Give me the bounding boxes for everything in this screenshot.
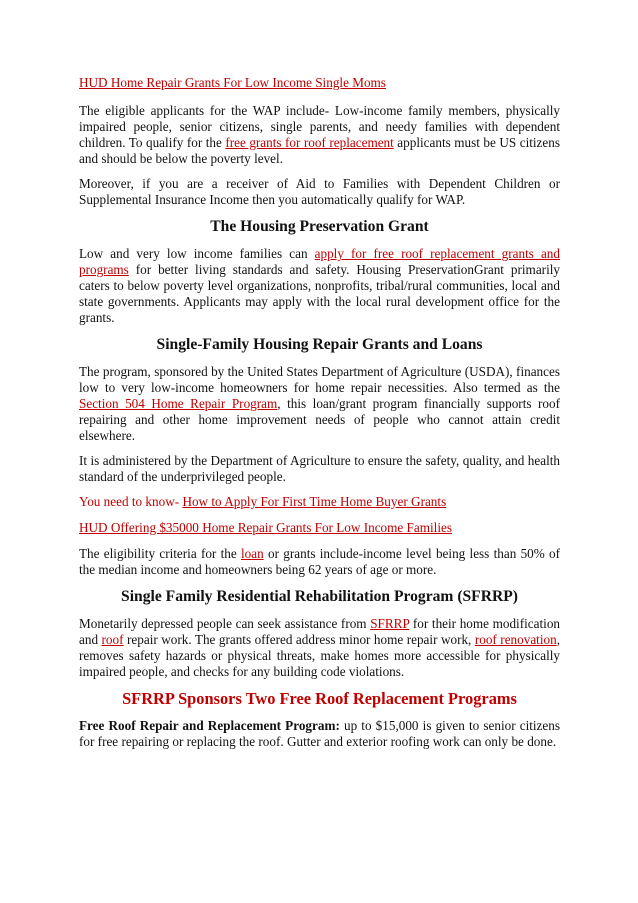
- p3-text-2: for better living standards and safety. Housing PreservationGrant primarily caters to below poverty level organizations, nonprofits, tribal/rural communities, local and state governments. Applicants may apply with the local rural development office for the grants.: [79, 262, 560, 325]
- p1-text-1: The eligible applicants for the WAP include- Low-income family members, physically impaired people, senior citizens, single parents, and needy families with dependent children. To qualify for the: [79, 103, 560, 150]
- p4-text-2: , this loan/grant program financially supports roof repairing and other home improvement needs of people who cannot attain credit elsewhere.: [79, 396, 560, 443]
- paragraph-free-roof-program: [79, 718, 560, 750]
- loan-link[interactable]: loan: [241, 546, 264, 561]
- paragraph-aid-families: Moreover, if you are a receiver of Aid to Families with Dependent Children or Supplemental Insurance Income then you automatically qualify for WAP.: [79, 176, 560, 207]
- p8-text-1: up to $15,000 is given to senior citizens for free repairing or replacing the roof. Gutter and exterior roofing work can only be done.: [79, 718, 560, 749]
- hud-offering-line: [79, 520, 560, 536]
- heading-housing-preservation: The Housing Preservation Grant: [210, 218, 429, 235]
- free-roof-program-label: Free Roof Repair and Replacement Program:: [79, 718, 340, 733]
- roof-link[interactable]: roof: [101, 632, 124, 647]
- p7-text-2: for their home modification and: [79, 616, 561, 647]
- hud-single-moms-link[interactable]: HUD Home Repair Grants For Low Income Single Moms: [79, 75, 386, 90]
- heading-single-family-repair: Single-Family Housing Repair Grants and Loans: [156, 336, 483, 353]
- heading-sfrrp-sponsors: SFRRP Sponsors Two Free Roof Replacement Programs: [122, 689, 517, 708]
- free-grants-roof-link[interactable]: free grants for roof replacement: [225, 135, 394, 150]
- p7-text-4: , removes safety hazards or physical threats, make homes more accessible for physically impaired people, and checks for any building code violations.: [79, 632, 560, 679]
- p6-text-2: or grants include-income level being less than 50% of the median income and homeowners being 62 years of age or more.: [79, 546, 561, 577]
- paragraph-usda-program: [79, 364, 560, 444]
- p1-text-2: applicants must be US citizens and should be below the poverty level.: [79, 135, 560, 166]
- p3-text-1: Low and very low income families can: [79, 246, 315, 261]
- paragraph-eligible-applicants: [79, 103, 560, 167]
- sfrrp-link[interactable]: SFRRP: [370, 616, 410, 631]
- heading-sfrrp: Single Family Residential Rehabilitation Program (SFRRP): [121, 588, 518, 605]
- p7-text-3: repair work. The grants offered address minor home repair work,: [123, 632, 475, 647]
- roof-renovation-link[interactable]: roof renovation: [474, 632, 557, 647]
- p4-text-1: The program, sponsored by the United States Department of Agriculture (USDA), finances low to very low-income homeowners for home repair necessities. Also termed as the: [79, 364, 560, 395]
- top-link-paragraph: [79, 75, 560, 91]
- hud-offering-link[interactable]: HUD Offering $35000 Home Repair Grants For Low Income Families: [79, 520, 452, 535]
- p6-text-1: The eligibility criteria for the: [79, 546, 241, 561]
- p7-text-1: Monetarily depressed people can seek assistance from: [79, 616, 371, 631]
- section-504-link[interactable]: Section 504 Home Repair Program: [79, 396, 278, 411]
- paragraph-administered: It is administered by the Department of Agriculture to ensure the safety, quality, and health standard of the underprivileged people.: [79, 453, 560, 484]
- apply-roof-grants-link[interactable]: apply for free roof replacement grants and programs: [79, 246, 560, 277]
- need-to-know-prefix: You need to know-: [79, 494, 183, 509]
- paragraph-sfrrp: [79, 616, 560, 680]
- paragraph-eligibility-criteria: [79, 546, 560, 578]
- paragraph-housing-preservation: [79, 246, 560, 326]
- first-time-buyer-link[interactable]: How to Apply For First Time Home Buyer Grants: [182, 494, 447, 509]
- need-to-know-line: [79, 494, 560, 510]
